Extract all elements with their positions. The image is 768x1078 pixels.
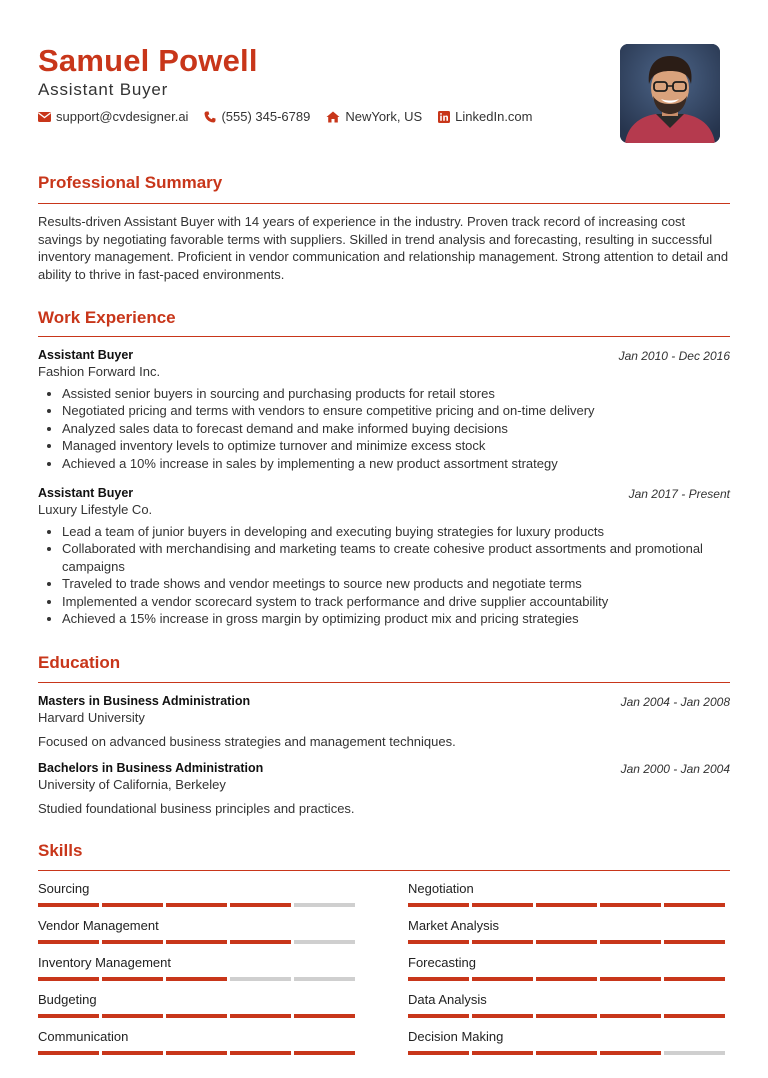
skill-segment-filled: [408, 903, 469, 907]
skill-segment-filled: [166, 903, 227, 907]
skill-segment-empty: [230, 977, 291, 981]
skill-segment-empty: [664, 1051, 725, 1055]
skill-segment-filled: [472, 1051, 533, 1055]
skill-segment-filled: [600, 1051, 661, 1055]
skill-segment-filled: [102, 1051, 163, 1055]
skill-segment-filled: [38, 940, 99, 944]
skill-segment-filled: [38, 1051, 99, 1055]
linkedin-text: LinkedIn.com: [455, 109, 533, 124]
job-date: Jan 2017 - Present: [628, 487, 730, 501]
skill-level-bar: [408, 903, 729, 907]
job-bullets: [38, 385, 730, 472]
education-divider: [38, 682, 730, 683]
job-title: Assistant Buyer: [38, 486, 134, 500]
skill-segment-filled: [408, 1014, 469, 1018]
education-date: Jan 2004 - Jan 2008: [620, 695, 730, 709]
skill-segment-filled: [472, 903, 533, 907]
education-date: Jan 2000 - Jan 2004: [620, 762, 730, 776]
summary-text: Results-driven Assistant Buyer with 14 years of experience in the industry. Proven track record of increasing cost savings by negotiating favorable terms with suppliers. Skilled in trend analysis and forecasting, resulting in successful inventory management. Proficient in vendor communication and relationship management. Strong attention to detail and ability to thrive in fast-paced environments.: [38, 214, 729, 282]
job-bullet: Implemented a vendor scorecard system to track performance and drive supplier accountability: [38, 593, 730, 610]
job-company: Fashion Forward Inc.: [38, 364, 161, 379]
skill-segment-filled: [664, 1014, 725, 1018]
skill-item: [38, 881, 359, 907]
education-entry: [38, 760, 730, 817]
skill-segment-filled: [536, 940, 597, 944]
skill-segment-filled: [294, 1014, 355, 1018]
profile-photo-illustration: [620, 44, 720, 143]
job-bullet: Collaborated with merchandising and marketing teams to create cohesive product assortments and promotional campaigns: [38, 540, 730, 575]
skill-segment-filled: [408, 940, 469, 944]
skill-segment-empty: [294, 903, 355, 907]
job-bullet: Analyzed sales data to forecast demand and make informed buying decisions: [38, 420, 730, 437]
skill-name: Forecasting: [408, 955, 476, 970]
job-bullet: Negotiated pricing and terms with vendors to ensure competitive pricing and on-time delivery: [38, 402, 730, 419]
skill-segment-filled: [664, 977, 725, 981]
candidate-title: Assistant Buyer: [38, 80, 169, 99]
location-text: NewYork, US: [345, 109, 423, 124]
skill-item: [408, 918, 729, 944]
home-icon: [326, 111, 340, 123]
skill-item: [408, 881, 729, 907]
job-entry: [38, 347, 730, 472]
skill-segment-filled: [102, 903, 163, 907]
job-bullet: Lead a team of junior buyers in developing and executing buying strategies for luxury products: [38, 523, 730, 540]
skill-name: Negotiation: [408, 881, 474, 896]
skill-level-bar: [38, 940, 359, 944]
job-company: Luxury Lifestyle Co.: [38, 502, 153, 517]
skill-segment-filled: [166, 940, 227, 944]
skill-name: Communication: [38, 1029, 129, 1044]
skill-segment-filled: [536, 903, 597, 907]
skill-segment-filled: [166, 977, 227, 981]
skill-item: [38, 1029, 359, 1055]
skill-segment-filled: [600, 940, 661, 944]
job-bullet: Assisted senior buyers in sourcing and purchasing products for retail stores: [38, 385, 730, 402]
phone-text: (555) 345-6789: [221, 109, 311, 124]
skill-segment-filled: [472, 1014, 533, 1018]
envelope-icon: [38, 112, 51, 122]
skill-level-bar: [408, 1014, 729, 1018]
job-bullet: Achieved a 15% increase in gross margin by optimizing product mix and pricing strategies: [38, 610, 730, 627]
skill-item: [38, 918, 359, 944]
resume-page: [38, 0, 730, 1078]
contact-location: [326, 109, 422, 124]
contact-email[interactable]: [38, 109, 188, 124]
contact-linkedin[interactable]: [438, 109, 532, 124]
skill-segment-filled: [472, 977, 533, 981]
skills-divider: [38, 870, 730, 871]
skill-level-bar: [408, 940, 729, 944]
skill-segment-filled: [38, 1014, 99, 1018]
education-description: Focused on advanced business strategies and management techniques.: [38, 734, 456, 749]
skill-segment-filled: [600, 1014, 661, 1018]
skill-name: Sourcing: [38, 881, 90, 896]
skill-segment-filled: [536, 1051, 597, 1055]
contact-row: [38, 109, 549, 124]
skills-heading: Skills: [38, 841, 83, 860]
skill-item: [408, 1029, 729, 1055]
experience-divider: [38, 336, 730, 337]
skill-segment-empty: [294, 977, 355, 981]
skill-level-bar: [408, 977, 729, 981]
skill-name: Inventory Management: [38, 955, 171, 970]
skill-segment-filled: [408, 1051, 469, 1055]
skill-name: Decision Making: [408, 1029, 504, 1044]
degree-title: Bachelors in Business Administration: [38, 761, 264, 775]
experience-heading: Work Experience: [38, 308, 176, 327]
profile-photo: [620, 44, 720, 143]
job-bullets: [38, 523, 730, 627]
skill-name: Budgeting: [38, 992, 97, 1007]
skill-item: [38, 955, 359, 981]
skill-segment-filled: [230, 1051, 291, 1055]
skill-segment-filled: [600, 977, 661, 981]
skill-segment-empty: [294, 940, 355, 944]
skill-item: [408, 955, 729, 981]
skill-segment-filled: [536, 977, 597, 981]
skill-level-bar: [408, 1051, 729, 1055]
education-description: Studied foundational business principles and practices.: [38, 801, 355, 816]
skill-segment-filled: [294, 1051, 355, 1055]
skill-segment-filled: [230, 1014, 291, 1018]
education-heading: Education: [38, 653, 121, 672]
skill-segment-filled: [166, 1051, 227, 1055]
skill-level-bar: [38, 977, 359, 981]
school-name: Harvard University: [38, 710, 145, 725]
job-bullet: Traveled to trade shows and vendor meetings to source new products and negotiate terms: [38, 575, 730, 592]
skill-segment-filled: [102, 1014, 163, 1018]
skill-name: Market Analysis: [408, 918, 500, 933]
job-bullet: Achieved a 10% increase in sales by implementing a new product assortment strategy: [38, 455, 730, 472]
job-bullet: Managed inventory levels to optimize turnover and minimize excess stock: [38, 437, 730, 454]
skill-name: Data Analysis: [408, 992, 487, 1007]
skill-item: [38, 992, 359, 1018]
job-date: Jan 2010 - Dec 2016: [618, 349, 730, 363]
job-title: Assistant Buyer: [38, 348, 134, 362]
skill-segment-filled: [102, 977, 163, 981]
skill-segment-filled: [600, 903, 661, 907]
skill-level-bar: [38, 903, 359, 907]
skill-segment-filled: [536, 1014, 597, 1018]
skill-segment-filled: [664, 940, 725, 944]
skill-segment-filled: [38, 977, 99, 981]
phone-icon: [204, 111, 216, 123]
contact-phone[interactable]: [204, 109, 310, 124]
email-text: support@cvdesigner.ai: [56, 109, 189, 124]
candidate-name: Samuel Powell: [38, 43, 258, 78]
skill-item: [408, 992, 729, 1018]
summary-divider: [38, 203, 730, 204]
skill-segment-filled: [664, 903, 725, 907]
skill-segment-filled: [230, 940, 291, 944]
skill-level-bar: [38, 1051, 359, 1055]
skill-segment-filled: [166, 1014, 227, 1018]
degree-title: Masters in Business Administration: [38, 694, 251, 708]
skill-segment-filled: [102, 940, 163, 944]
skill-name: Vendor Management: [38, 918, 159, 933]
skill-segment-filled: [38, 903, 99, 907]
linkedin-icon: [438, 111, 450, 123]
summary-heading: Professional Summary: [38, 173, 223, 192]
job-entry: [38, 485, 730, 627]
skill-segment-filled: [230, 903, 291, 907]
skill-segment-filled: [472, 940, 533, 944]
education-entry: [38, 693, 730, 750]
skill-segment-filled: [408, 977, 469, 981]
skill-level-bar: [38, 1014, 359, 1018]
school-name: University of California, Berkeley: [38, 777, 226, 792]
